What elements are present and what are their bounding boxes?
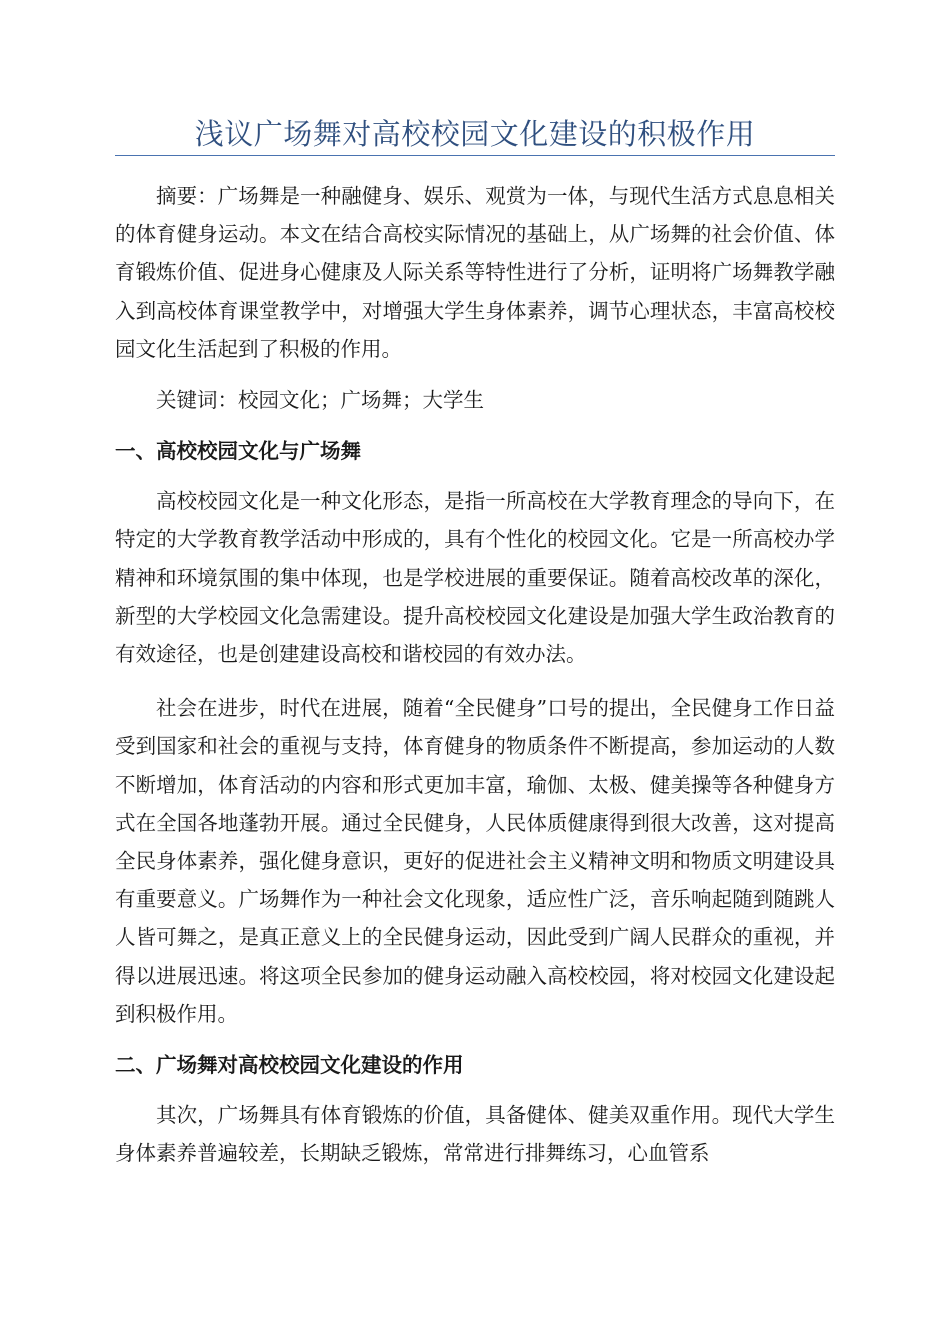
document-page [115, 0, 835, 1172]
section-1-paragraph-2: 社会在进步，时代在进展，随着“全民健身”口号的提出，全民健身工作日益受到国家和社会的重视与支持，体育健身的物质条件不断提高，参加运动的人数不断增加，体育活动的内容和形式更加丰富，瑜伽、太极、健美操等各种健身方式在全国各地蓬勃开展。通过全民健身，人民体质健康得到很大改善，这对提高全民身体素养，强化健身意识，更好的促进社会主义精神文明和物质文明建设具有重要意义。广场舞作为一种社会文化现象，适应性广泛，音乐响起随到随跳人人皆可舞之，是真正意义上的全民健身运动，因此受到广阔人民群众的重视，并得以进展迅速。将这项全民参加的健身运动融入高校校园，将对校园文化建设起到积极作用。 [115, 696, 835, 1026]
section-1-heading: 一、高校校园文化与广场舞 [115, 439, 361, 464]
keywords-line: 关键词：校园文化；广场舞；大学生 [156, 388, 484, 413]
section-2-paragraph-1: 其次，广场舞具有体育锻炼的价值，具备健体、健美双重作用。现代大学生身体素养普遍较差，长期缺乏锻炼，常常进行排舞练习，心血管系 [115, 1103, 835, 1166]
section-1-paragraph-1: 高校校园文化是一种文化形态，是指一所高校在大学教育理念的导向下，在特定的大学教育教学活动中形成的，具有个性化的校园文化。它是一所高校办学精神和环境氛围的集中体现，也是学校进展的重要保证。随着高校改革的深化，新型的大学校园文化急需建设。提升高校校园文化建设是加强大学生政治教育的有效途径，也是创建建设高校和谐校园的有效办法。 [115, 489, 835, 667]
section-2-heading: 二、广场舞对高校校园文化建设的作用 [115, 1053, 464, 1078]
abstract-paragraph: 摘要：广场舞是一种融健身、娱乐、观赏为一体，与现代生活方式息息相关的体育健身运动。本文在结合高校实际情况的基础上，从广场舞的社会价值、体育锻炼价值、促进身心健康及人际关系等特性进行了分析，证明将广场舞教学融入到高校体育课堂教学中，对增强大学生身体素养，调节心理状态，丰富高校校园文化生活起到了积极的作用。 [115, 184, 835, 361]
document-title: 浅议广场舞对高校校园文化建设的积极作用 [194, 117, 756, 151]
title-underline [115, 155, 835, 156]
